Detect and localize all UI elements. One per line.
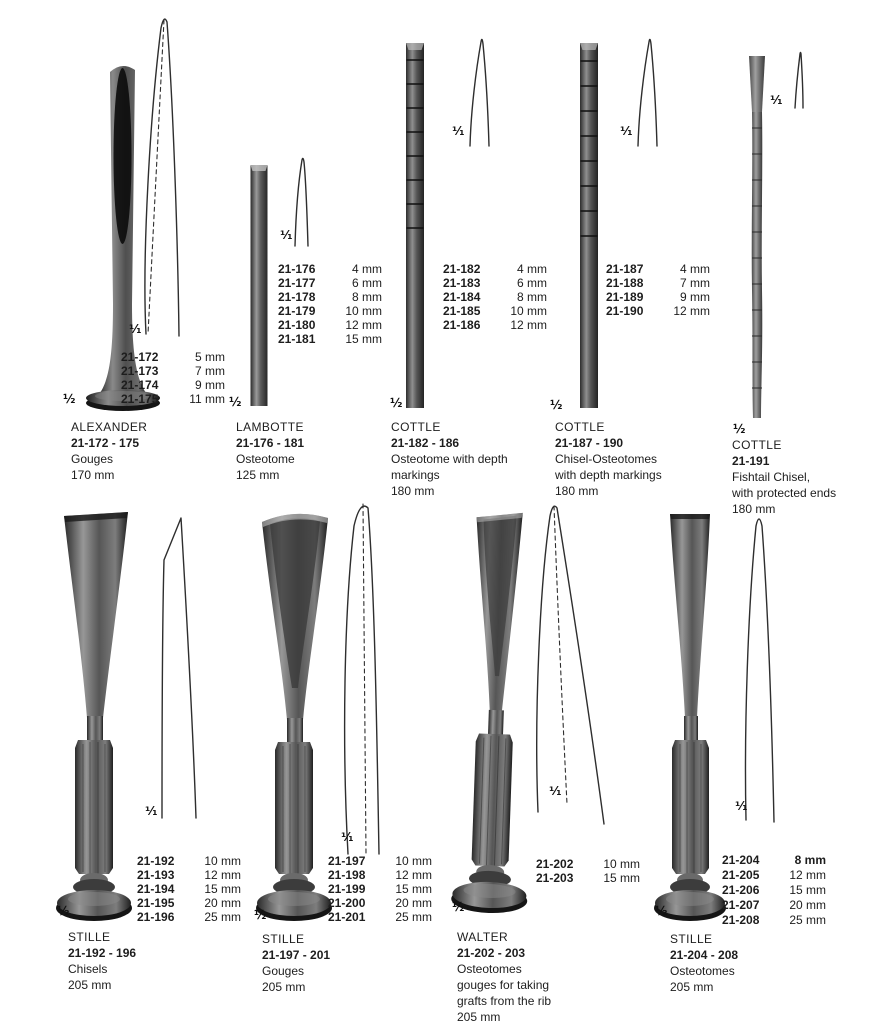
size-table	[278, 262, 382, 346]
size-row	[137, 910, 241, 924]
scale-label-full: ¹⁄₁	[549, 784, 562, 798]
size-row	[121, 350, 225, 364]
size-row	[328, 896, 432, 910]
blade-width: 12 mm	[789, 868, 826, 882]
blade-width: 5 mm	[195, 350, 225, 364]
product-length: 205 mm	[457, 1010, 501, 1024]
blade-width: 15 mm	[603, 871, 640, 885]
catalog-number: 21-203	[536, 871, 574, 885]
catalog-number: 21-197	[328, 854, 366, 868]
scale-label-full: ¹⁄₁	[770, 93, 783, 107]
catalog-number: 21-204	[722, 853, 760, 867]
size-row	[443, 262, 547, 276]
size-row	[536, 871, 640, 885]
size-table	[137, 854, 241, 924]
tip-profile-outline-stille-gouge	[330, 494, 396, 858]
catalog-number: 21-201	[328, 910, 366, 924]
blade-width: 12 mm	[204, 868, 241, 882]
blade-width: 10 mm	[204, 854, 241, 868]
product-caption	[71, 419, 147, 483]
product-length: 180 mm	[391, 484, 435, 498]
blade-width: 10 mm	[603, 857, 640, 871]
size-row	[722, 853, 826, 868]
size-row	[606, 276, 710, 290]
product-length: 205 mm	[670, 980, 714, 994]
catalog-number: 21-172	[121, 350, 159, 364]
size-row	[328, 868, 432, 882]
blade-width: 12 mm	[510, 318, 547, 332]
catalog-number: 21-205	[722, 868, 760, 882]
scale-label-half: ½	[733, 422, 746, 436]
catalog-number: 21-185	[443, 304, 481, 318]
size-row	[443, 304, 547, 318]
size-row	[121, 364, 225, 378]
scale-label-half: ½	[390, 396, 403, 410]
tip-profile-outline-stille-osteotome	[726, 498, 784, 828]
size-row	[606, 304, 710, 318]
catalog-number: 21-208	[722, 913, 760, 927]
size-row	[443, 290, 547, 304]
tip-profile-outline-cottle-187	[628, 30, 666, 148]
scale-label-full: ¹⁄₁	[145, 804, 158, 818]
product-description: with protected ends	[732, 486, 837, 500]
size-table	[328, 854, 432, 924]
instrument-photo-cottle-fishtail-chisel	[741, 50, 769, 424]
size-row	[137, 896, 241, 910]
catalog-number: 21-196	[137, 910, 175, 924]
catalog-number: 21-195	[137, 896, 175, 910]
scale-label-full: ¹⁄₁	[452, 124, 465, 138]
product-description: grafts from the rib	[457, 994, 552, 1008]
product-code-range: 21-176 - 181	[236, 436, 305, 450]
size-row	[278, 304, 382, 318]
blade-width: 12 mm	[345, 318, 382, 332]
blade-width: 15 mm	[345, 332, 382, 346]
product-description: Osteotome	[236, 452, 295, 466]
tip-profile-outline-alexander	[134, 6, 188, 338]
blade-width: 8 mm	[352, 290, 382, 304]
product-name: STILLE	[670, 932, 713, 946]
blade-width: 10 mm	[510, 304, 547, 318]
catalog-number: 21-183	[443, 276, 481, 290]
product-description: markings	[391, 468, 440, 482]
product-description: Chisels	[68, 962, 108, 976]
scale-label-full: ¹⁄₁	[129, 322, 142, 336]
catalog-number: 21-194	[137, 882, 175, 896]
scale-label-half: ½	[254, 908, 267, 922]
product-caption	[555, 419, 662, 499]
scale-label-half: ½	[655, 904, 668, 918]
size-row	[606, 262, 710, 276]
instrument-photo-stille-osteotome	[650, 506, 730, 930]
product-length: 125 mm	[236, 468, 280, 482]
catalog-number: 21-193	[137, 868, 175, 882]
size-row	[121, 392, 225, 406]
scale-label-half: ½	[229, 395, 242, 409]
size-row	[328, 854, 432, 868]
product-length: 170 mm	[71, 468, 115, 482]
blade-width: 10 mm	[395, 854, 432, 868]
scale-label-half: ½	[452, 900, 465, 914]
blade-width: 20 mm	[395, 896, 432, 910]
size-row	[443, 276, 547, 290]
blade-width: 9 mm	[195, 378, 225, 392]
size-table	[536, 857, 640, 885]
blade-width: 6 mm	[517, 276, 547, 290]
tip-profile-outline-fishtail	[790, 46, 810, 112]
product-description: Gouges	[262, 964, 305, 978]
product-description: Osteotome with depth	[391, 452, 508, 466]
product-length: 205 mm	[262, 980, 306, 994]
size-row	[536, 857, 640, 871]
blade-width: 6 mm	[352, 276, 382, 290]
product-code-range: 21-204 - 208	[670, 948, 739, 962]
catalog-number: 21-198	[328, 868, 366, 882]
catalog-number: 21-175	[121, 392, 159, 406]
blade-width: 7 mm	[680, 276, 710, 290]
instrument-photo-stille-gouge	[250, 506, 338, 930]
product-code-range: 21-191	[732, 454, 770, 468]
instrument-photo-cottle-chisel-osteotome	[577, 36, 601, 412]
product-name: STILLE	[68, 930, 111, 944]
catalog-number: 21-186	[443, 318, 481, 332]
blade-width: 25 mm	[204, 910, 241, 924]
catalog-number: 21-174	[121, 378, 159, 392]
blade-width: 8 mm	[517, 290, 547, 304]
size-table	[443, 262, 547, 332]
blade-width: 15 mm	[204, 882, 241, 896]
blade-width: 9 mm	[680, 290, 710, 304]
blade-width: 10 mm	[345, 304, 382, 318]
product-name: LAMBOTTE	[236, 420, 304, 434]
scale-label-full: ¹⁄₁	[735, 799, 748, 813]
size-row	[443, 318, 547, 332]
scale-label-full: ¹⁄₁	[341, 830, 354, 844]
catalog-number: 21-202	[536, 857, 574, 871]
catalog-number: 21-206	[722, 883, 760, 897]
blade-width: 8 mm	[794, 853, 826, 867]
product-length: 180 mm	[555, 484, 599, 498]
size-row	[606, 290, 710, 304]
blade-width: 25 mm	[395, 910, 432, 924]
product-caption	[391, 419, 508, 499]
product-name: COTTLE	[555, 420, 605, 434]
blade-width: 12 mm	[395, 868, 432, 882]
catalog-number: 21-187	[606, 262, 644, 276]
product-caption	[457, 929, 551, 1024]
size-row	[722, 913, 826, 928]
scale-label-half: ½	[63, 392, 76, 406]
catalog-number: 21-189	[606, 290, 644, 304]
product-name: STILLE	[262, 932, 305, 946]
size-row	[278, 318, 382, 332]
instrument-photo-lambotte-osteotome	[247, 160, 271, 410]
size-table	[121, 350, 225, 406]
size-row	[278, 276, 382, 290]
blade-width: 4 mm	[517, 262, 547, 276]
blade-width: 12 mm	[673, 304, 710, 318]
scale-label-half: ½	[550, 398, 563, 412]
blade-width: 20 mm	[789, 898, 826, 912]
instrument-photo-stille-chisel	[50, 506, 138, 930]
blade-width: 15 mm	[789, 883, 826, 897]
product-code-range: 21-192 - 196	[68, 946, 137, 960]
catalog-number: 21-177	[278, 276, 316, 290]
product-description: Osteotomes	[670, 964, 735, 978]
product-code-range: 21-172 - 175	[71, 436, 140, 450]
catalog-number: 21-179	[278, 304, 316, 318]
product-code-range: 21-202 - 203	[457, 946, 526, 960]
size-row	[722, 883, 826, 898]
size-row	[137, 868, 241, 882]
size-row	[722, 868, 826, 883]
size-table	[722, 853, 826, 928]
product-code-range: 21-197 - 201	[262, 948, 331, 962]
size-row	[278, 332, 382, 346]
catalog-number: 21-200	[328, 896, 366, 910]
catalog-number: 21-182	[443, 262, 481, 276]
scale-label-half: ½	[57, 904, 70, 918]
catalog-number: 21-199	[328, 882, 366, 896]
catalog-number: 21-176	[278, 262, 316, 276]
product-name: COTTLE	[732, 438, 782, 452]
product-length: 205 mm	[68, 978, 112, 992]
catalog-number: 21-173	[121, 364, 159, 378]
catalog-number: 21-207	[722, 898, 760, 912]
product-caption	[670, 931, 738, 995]
catalog-number: 21-188	[606, 276, 644, 290]
catalog-number: 21-180	[278, 318, 316, 332]
blade-width: 7 mm	[195, 364, 225, 378]
product-description: Chisel-Osteotomes	[555, 452, 658, 466]
product-caption	[236, 419, 304, 483]
blade-width: 11 mm	[189, 392, 225, 406]
product-caption	[262, 931, 330, 995]
product-code-range: 21-182 - 186	[391, 436, 460, 450]
tip-profile-outline-walter	[522, 494, 610, 828]
size-row	[278, 290, 382, 304]
catalog-number: 21-192	[137, 854, 175, 868]
product-description: Gouges	[71, 452, 114, 466]
catalog-number: 21-178	[278, 290, 316, 304]
catalog-number: 21-184	[443, 290, 481, 304]
size-row	[137, 882, 241, 896]
size-row	[121, 378, 225, 392]
tip-profile-outline-cottle-182	[460, 30, 498, 148]
product-caption	[68, 929, 136, 993]
blade-width: 25 mm	[789, 913, 826, 927]
blade-width: 4 mm	[352, 262, 382, 276]
size-row	[328, 882, 432, 896]
blade-width: 15 mm	[395, 882, 432, 896]
product-name: WALTER	[457, 930, 509, 944]
catalog-number: 21-190	[606, 304, 644, 318]
size-table	[606, 262, 710, 318]
catalog-number: 21-181	[278, 332, 316, 346]
blade-width: 20 mm	[204, 896, 241, 910]
product-description: with depth markings	[555, 468, 662, 482]
size-row	[137, 854, 241, 868]
size-row	[722, 898, 826, 913]
size-row	[278, 262, 382, 276]
product-description: Osteotomes	[457, 962, 522, 976]
blade-width: 4 mm	[680, 262, 710, 276]
product-code-range: 21-187 - 190	[555, 436, 624, 450]
product-name: COTTLE	[391, 420, 441, 434]
product-description: Fishtail Chisel,	[732, 470, 811, 484]
scale-label-full: ¹⁄₁	[620, 124, 633, 138]
instrument-photo-cottle-osteotome-depth	[403, 36, 427, 412]
product-name: ALEXANDER	[71, 420, 148, 434]
product-length: 180 mm	[732, 502, 776, 516]
size-row	[328, 910, 432, 924]
scale-label-full: ¹⁄₁	[280, 228, 293, 242]
product-description: gouges for taking	[457, 978, 550, 992]
tip-profile-outline-stille-chisel	[136, 500, 200, 824]
